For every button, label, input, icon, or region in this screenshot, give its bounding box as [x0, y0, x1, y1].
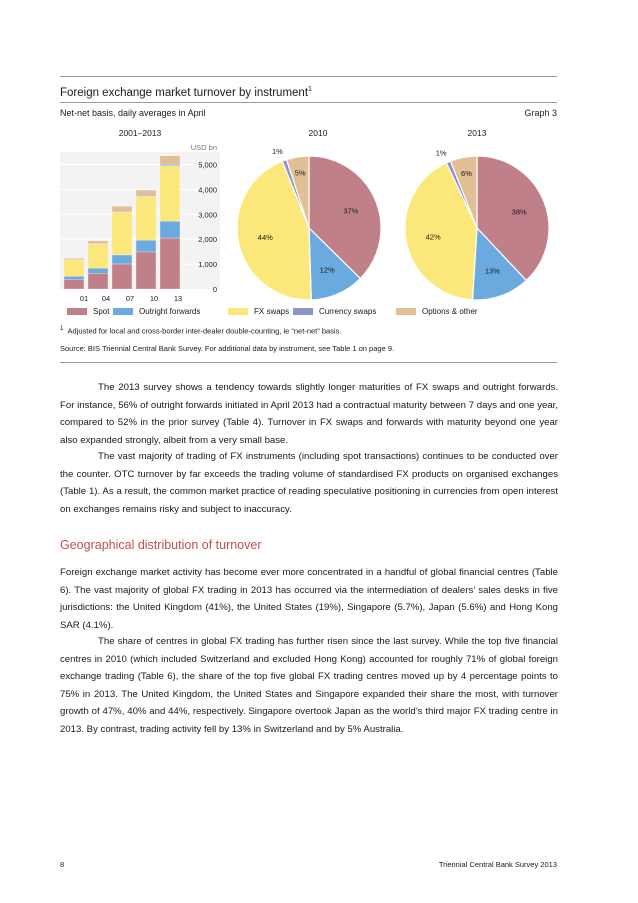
legend-options-other [396, 306, 478, 316]
bar-options-other-2013 [160, 156, 180, 164]
pie-2013-label-options-other: 6% [461, 168, 472, 178]
legend-fx-swaps [228, 306, 289, 316]
bar-currency-swaps-2010 [136, 195, 156, 196]
bar-fx-swaps-2010 [136, 196, 156, 240]
footnote-text: Adjusted for local and cross-border inter-dealer double-counting, ie “net-net” basis. [67, 326, 342, 336]
panel-title-pie-2010: 2010 [308, 128, 328, 138]
legend-label-spot: Spot [93, 306, 110, 316]
graph-number: Graph 3 [524, 108, 557, 118]
footer-publication: Triennial Central Bank Survey 2013 [438, 860, 557, 869]
pie-2010-label-outright-forwards: 12% [319, 265, 335, 275]
legend-label-options-other: Options & other [422, 306, 478, 316]
paragraph-1 [60, 379, 558, 449]
x-tick-label: 10 [149, 294, 159, 303]
legend-swatch-spot [67, 308, 87, 315]
bar-outright-forwards-2010 [136, 240, 156, 252]
y-tick-label: 3,000 [198, 210, 217, 220]
pie-2013-label-currency-swaps: 1% [435, 148, 447, 158]
paragraph-4 [60, 633, 558, 738]
x-tick-label: 04 [101, 294, 111, 303]
y-tick-label: 1,000 [198, 260, 217, 270]
legend-label-outright-forwards: Outright forwards [139, 306, 201, 316]
x-tick-label: 01 [79, 294, 89, 303]
y-tick-label: 4,000 [198, 185, 217, 195]
bar-outright-forwards-2013 [160, 221, 180, 238]
footnote-mark: 1 [60, 326, 64, 332]
graph-title-footnote-mark: 1 [308, 86, 312, 93]
legend-label-fx-swaps: FX swaps [254, 306, 290, 316]
bottom-rule [60, 362, 557, 363]
paragraph-3-text: Foreign exchange market activity has become ever more concentrated in a handful of global financial centres (Table 6). The vast majority of global FX trading in 2013 has occurred via the intermediation of dealers’ sales desks in five jurisdictions: the United Kingdom (41%), the United States (19%), Singapore (5.7%), Japan (5.6%) and Hong Kong SAR (4.1%). [60, 567, 558, 631]
y-tick-label: 0 [212, 285, 217, 294]
bar-spot-2013 [160, 238, 180, 289]
page-number: 8 [60, 860, 65, 869]
panel-title-pie-2013: 2013 [467, 128, 487, 138]
legend-outright-forwards [113, 306, 200, 316]
graph-title-text: Foreign exchange market turnover by instrument [60, 86, 309, 99]
pie-2010-label-currency-swaps: 1% [271, 146, 283, 156]
bar-outright-forwards-2001 [64, 276, 84, 279]
bar-spot-2004 [88, 273, 108, 289]
bar-fx-swaps-2001 [64, 260, 84, 276]
legend-label-currency-swaps: Currency swaps [319, 306, 377, 316]
bar-spot-2007 [112, 264, 132, 289]
paragraph-4-text: The share of centres in global FX trading has further risen since the last survey. While the top five financial centres in 2010 (which included Switzerland and excluded Hong Kong) accounted for roughly 71% of global foreign exchange trading (Table 6), the share of the top five global FX trading centres moved up by 4 percentage points to 75% in 2013. The United Kingdom, the United States and Singapore expanded their share the most, with turnover growth of 47%, 40% and 44%, respectively. Singapore overtook Japan as the world’s third major FX trading centre in 2013. By contrast, trading activity fell by 13% in Switzerland and by 5% Australia. [60, 636, 558, 735]
x-tick-label: 07 [125, 294, 135, 303]
chart-area [0, 0, 638, 320]
pie-2010-label-fx-swaps: 44% [257, 233, 273, 243]
y-tick-label: 2,000 [198, 235, 217, 245]
graph-source: Source: BIS Triennial Central Bank Survey. For additional data by instrument, see Table 1 on page 9. [60, 344, 395, 353]
bar-options-other-2010 [136, 190, 156, 195]
paragraph-1-text: The 2013 survey shows a tendency towards slightly longer maturities of FX swaps and outright forwards. For instance, 56% of outright forwards initiated in April 2013 had a contractual maturity between 7 days and one year, compared to 52% in the prior survey (Table 4). Turnover in FX swaps and forwards with maturity beyond one year also expanded strongly, albeit from a very small base. [60, 382, 558, 446]
legend-swatch-outright-forwards [113, 308, 133, 315]
legend-swatch-fx-swaps [228, 308, 248, 315]
bar-outright-forwards-2007 [112, 255, 132, 264]
y-tick-label: 5,000 [198, 160, 217, 170]
bar-options-other-2007 [112, 206, 132, 211]
graph-subtitle: Net-net basis, daily averages in April [60, 108, 206, 118]
bar-options-other-2004 [88, 241, 108, 244]
bar-fx-swaps-2013 [160, 166, 180, 221]
bar-currency-swaps-2013 [160, 164, 180, 165]
bar-spot-2010 [136, 252, 156, 289]
bar-options-other-2001 [64, 258, 84, 259]
pie-2010-label-spot: 37% [343, 206, 359, 216]
pie-2010-label-options-other: 5% [294, 168, 306, 178]
bar-outright-forwards-2004 [88, 268, 108, 273]
bar-spot-2001 [64, 279, 84, 289]
x-tick-label: 13 [173, 294, 183, 303]
legend-currency-swaps [293, 306, 376, 316]
graph-footnote [60, 326, 341, 336]
bar-fx-swaps-2004 [88, 244, 108, 268]
panel-title-bars: 2001–2013 [118, 128, 162, 138]
pie-2013-label-outright-forwards: 13% [484, 266, 500, 276]
legend-swatch-options-other [396, 308, 416, 315]
bar-fx-swaps-2007 [112, 212, 132, 255]
y-axis-unit: USD bn [190, 143, 217, 152]
legend-swatch-currency-swaps [293, 308, 313, 315]
section-heading: Geographical distribution of turnover [60, 538, 262, 552]
legend-spot [67, 306, 109, 316]
pie-2013-label-spot: 38% [511, 207, 527, 217]
paragraph-2 [60, 448, 558, 518]
paragraph-3 [60, 564, 558, 634]
paragraph-2-text: The vast majority of trading of FX instruments (including spot transactions) continues to be conducted over the counter. OTC turnover by far exceeds the trading volume of standardised FX products on organised exchanges (Table 1). As a result, the common market practice of reading speculative positioning in currencies from open interest on exchanges remains risky and subject to inaccuracy. [60, 451, 558, 515]
pie-2013-label-fx-swaps: 42% [425, 232, 441, 242]
